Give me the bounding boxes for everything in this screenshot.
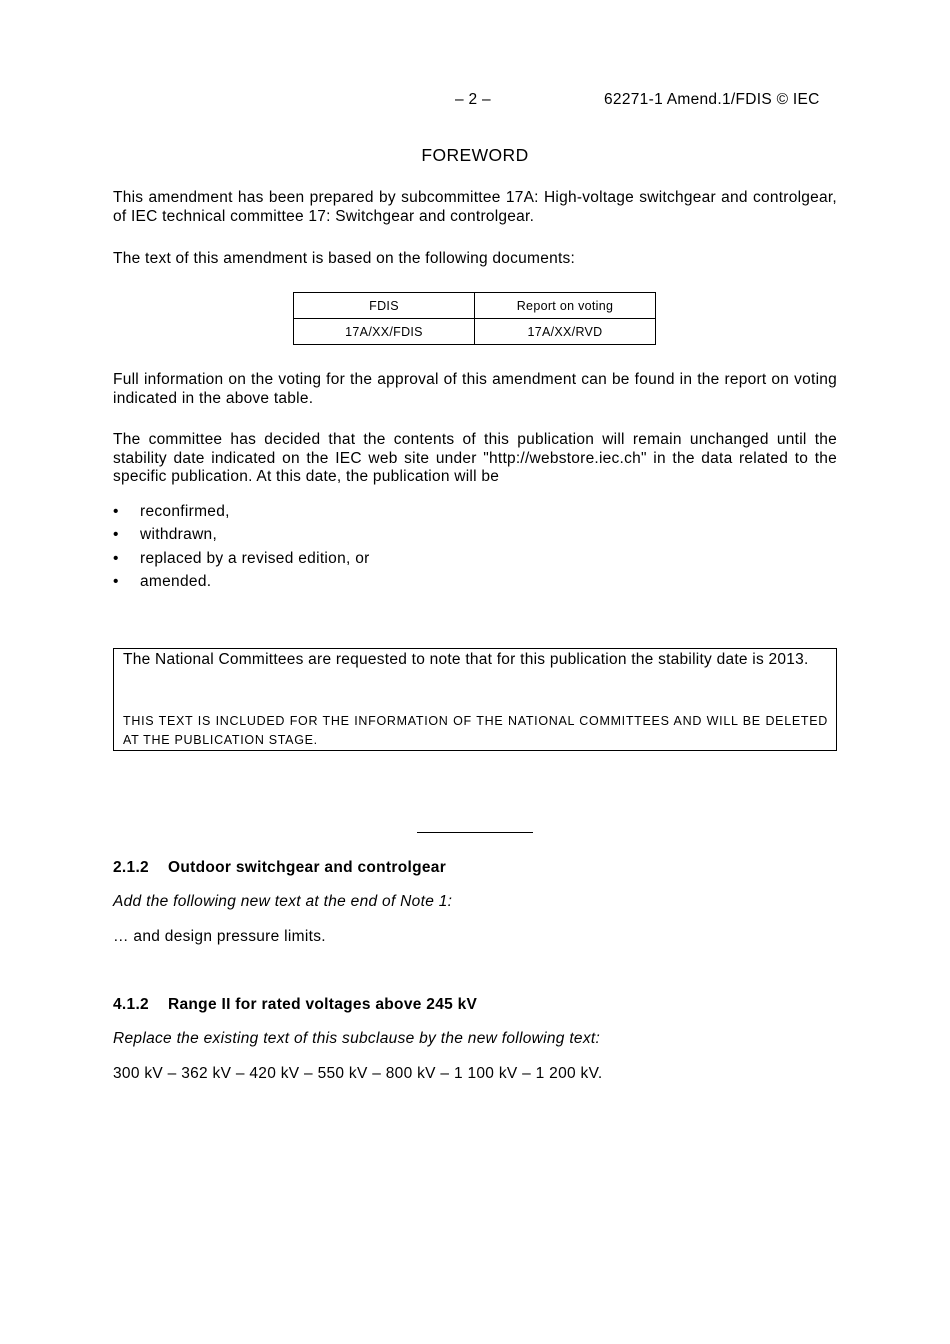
foreword-title: FOREWORD	[421, 145, 529, 165]
section-heading-2-1-2	[113, 859, 446, 877]
table-header-cell: FDIS	[294, 293, 475, 319]
table-header-cell: Report on voting	[475, 293, 656, 319]
bullet-marker: •	[113, 549, 119, 567]
list-item-text: replaced by a revised edition, or	[140, 549, 370, 567]
paragraph-full-info: Full information on the voting for the approval of this amendment can be found in the report on voting indicated in the above table.	[113, 371, 837, 407]
section-number: 2.1.2	[113, 859, 149, 876]
table-cell: 17A/XX/RVD	[475, 319, 656, 345]
section-instruction: Add the following new text at the end of Note 1:	[113, 893, 453, 910]
list-item-text: withdrawn,	[140, 526, 218, 544]
section-body: 300 kV – 362 kV – 420 kV – 550 kV – 800 kV – 1 100 kV – 1 200 kV.	[113, 1065, 603, 1082]
list-item	[113, 572, 370, 595]
page-number: – 2 –	[455, 91, 491, 108]
bullet-marker: •	[113, 572, 119, 590]
notice-caps-text: THIS TEXT IS INCLUDED FOR THE INFORMATION OF THE NATIONAL COMMITTEES AND WILL BE DELETED AT THE PUBLICATION STAGE.	[123, 714, 828, 747]
section-body: … and design pressure limits.	[113, 928, 326, 945]
table-cell: 17A/XX/FDIS	[294, 319, 475, 345]
national-committees-notice	[113, 648, 837, 751]
section-divider	[417, 832, 533, 833]
list-item	[113, 549, 370, 572]
section-title: Outdoor switchgear and controlgear	[168, 859, 447, 876]
table-row	[294, 319, 656, 345]
document-reference: 62271-1 Amend.1/FDIS © IEC	[604, 91, 820, 108]
notice-text: The National Committees are requested to note that for this publication the stability date is 2013.	[123, 651, 809, 668]
list-item	[113, 525, 370, 548]
section-instruction: Replace the existing text of this subclause by the new following text:	[113, 1030, 601, 1047]
section-heading-4-1-2	[113, 996, 477, 1014]
paragraph-committee: The committee has decided that the contents of this publication will remain unchanged until the stability date indicated on the IEC web site under "http://webstore.iec.ch" in the data related to the specific publication. At this date, the publication will be	[113, 431, 837, 485]
table-header-row	[294, 293, 656, 319]
list-item-text: amended.	[140, 572, 212, 590]
bullet-marker: •	[113, 526, 119, 544]
documents-table	[293, 292, 656, 345]
list-item	[113, 502, 370, 525]
bullet-marker: •	[113, 503, 119, 520]
paragraph-based-on: The text of this amendment is based on the following documents:	[113, 250, 576, 267]
section-number: 4.1.2	[113, 996, 149, 1013]
paragraph-prepared-by: This amendment has been prepared by subcommittee 17A: High-voltage switchgear and controlgear, of IEC technical committee 17: Switchgear and controlgear.	[113, 189, 837, 225]
bullet-list	[113, 502, 370, 595]
section-title: Range II for rated voltages above 245 kV	[168, 996, 478, 1013]
list-item-text: reconfirmed,	[140, 503, 230, 520]
